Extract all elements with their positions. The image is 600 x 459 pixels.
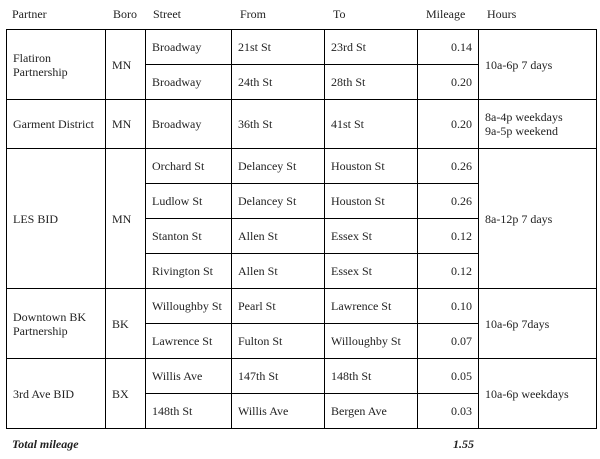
from-cell: Delancey St xyxy=(232,149,325,184)
to-cell: Houston St xyxy=(325,149,418,184)
hours-line: 8a-4p weekdays xyxy=(485,110,563,124)
header-to: To xyxy=(333,7,346,21)
from-cell: Delancey St xyxy=(232,184,325,219)
mileage-cell: 0.03 xyxy=(418,394,479,429)
table-row xyxy=(7,30,597,65)
mileage-cell: 0.07 xyxy=(418,324,479,359)
to-cell: 41st St xyxy=(325,100,418,149)
partner-name-line: 3rd Ave BID xyxy=(13,386,75,401)
from-cell: 147th St xyxy=(232,359,325,394)
header-from: From xyxy=(240,7,267,21)
to-cell: 23rd St xyxy=(325,30,418,65)
table-row xyxy=(7,149,597,184)
street-cell: Rivington St xyxy=(146,254,232,289)
street-cell: Lawrence St xyxy=(146,324,232,359)
street-cell: Willis Ave xyxy=(146,359,232,394)
header-boro: Boro xyxy=(113,7,137,21)
partner-name-line: LES BID xyxy=(13,211,58,226)
partner-name-line: Partnership xyxy=(13,64,68,79)
from-cell: 24th St xyxy=(232,65,325,100)
mileage-cell: 0.05 xyxy=(418,359,479,394)
hours-cell xyxy=(479,359,597,429)
boro-cell: BK xyxy=(106,289,146,359)
street-cell: Orchard St xyxy=(146,149,232,184)
to-cell: Essex St xyxy=(325,219,418,254)
street-cell: Broadway xyxy=(146,65,232,100)
partner-cell xyxy=(7,30,106,100)
hours-line: 9a-5p weekend xyxy=(485,124,558,138)
to-cell: 148th St xyxy=(325,359,418,394)
street-cell: 148th St xyxy=(146,394,232,429)
total-mileage-label: Total mileage xyxy=(12,437,79,451)
mileage-cell: 0.14 xyxy=(418,30,479,65)
from-cell: Willis Ave xyxy=(232,394,325,429)
mileage-cell: 0.20 xyxy=(418,65,479,100)
partner-name-line: Garment District xyxy=(13,117,94,131)
header-partner: Partner xyxy=(12,7,47,21)
mileage-cell: 0.10 xyxy=(418,289,479,324)
mileage-cell: 0.26 xyxy=(418,149,479,184)
from-cell: 36th St xyxy=(232,100,325,149)
table-row xyxy=(7,100,597,149)
boro-cell: MN xyxy=(106,100,146,149)
street-cell: Broadway xyxy=(146,30,232,65)
header-mileage: Mileage xyxy=(426,7,466,21)
boro-cell: BX xyxy=(106,359,146,429)
to-cell: Essex St xyxy=(325,254,418,289)
table-row xyxy=(7,289,597,324)
street-cell: Willoughby St xyxy=(146,289,232,324)
hours-cell xyxy=(479,289,597,359)
bid-segments-table xyxy=(6,29,597,429)
to-cell: Lawrence St xyxy=(325,289,418,324)
partner-name-line: Partnership xyxy=(13,323,68,338)
from-cell: 21st St xyxy=(232,30,325,65)
partner-cell xyxy=(7,289,106,359)
partner-cell xyxy=(7,149,106,289)
to-cell: 28th St xyxy=(325,65,418,100)
to-cell: Willoughby St xyxy=(325,324,418,359)
to-cell: Houston St xyxy=(325,184,418,219)
header-street: Street xyxy=(153,7,181,21)
hours-line: 8a-12p 7 days xyxy=(485,211,553,226)
total-mileage-value: 1.55 xyxy=(453,437,474,451)
from-cell: Allen St xyxy=(232,219,325,254)
partner-cell xyxy=(7,359,106,429)
from-cell: Fulton St xyxy=(232,324,325,359)
mileage-cell: 0.20 xyxy=(418,100,479,149)
partner-cell xyxy=(7,100,106,149)
hours-cell xyxy=(479,149,597,289)
street-cell: Ludlow St xyxy=(146,184,232,219)
partner-name-line: Downtown BK xyxy=(13,309,87,324)
hours-line: 10a-6p weekdays xyxy=(485,386,569,401)
hours-line: 10a-6p 7 days xyxy=(485,57,553,72)
partner-name-line: Flatiron xyxy=(13,50,51,65)
mileage-cell: 0.12 xyxy=(418,219,479,254)
to-cell: Bergen Ave xyxy=(325,394,418,429)
hours-line: 10a-6p 7days xyxy=(485,316,550,331)
hours-cell xyxy=(479,100,597,149)
street-cell: Broadway xyxy=(146,100,232,149)
hours-cell xyxy=(479,30,597,100)
mileage-cell: 0.12 xyxy=(418,254,479,289)
table-row xyxy=(7,359,597,394)
header-hours: Hours xyxy=(487,7,517,21)
boro-cell: MN xyxy=(106,30,146,100)
boro-cell: MN xyxy=(106,149,146,289)
from-cell: Allen St xyxy=(232,254,325,289)
mileage-cell: 0.26 xyxy=(418,184,479,219)
street-cell: Stanton St xyxy=(146,219,232,254)
from-cell: Pearl St xyxy=(232,289,325,324)
